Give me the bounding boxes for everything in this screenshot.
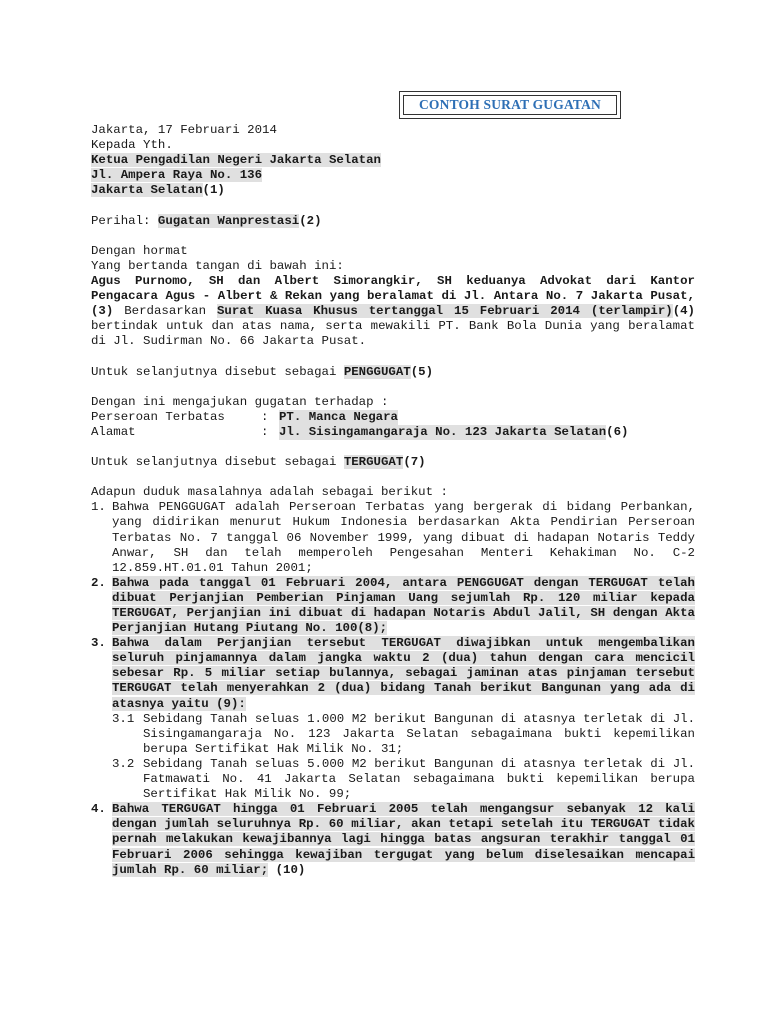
sub-list-item: 3.1 Sebidang Tanah seluas 1.000 M2 berikut Bangunan di atasnya terletak di Jl. Sisingamangaraja No. 123 Jakarta Selatan sebagaimana bukti kepemilikan berupa Sertifikat Hak Milik No. 31; — [112, 711, 695, 756]
defendant-alias-line: Untuk selanjutnya disebut sebagai TERGUGAT(7) — [91, 455, 426, 470]
note-marker: (1) — [202, 183, 225, 198]
undersigned-line: Yang bertanda tangan di bawah ini: — [91, 258, 344, 273]
defendant-intro: Dengan ini mengajukan gugatan terhadap : — [91, 394, 389, 409]
plaintiff-value: PENGGUGAT — [343, 364, 411, 379]
parties-paragraph: Agus Purnomo, SH dan Albert Simorangkir, SH keduanya Advokat dari Kantor Pengacara Agus - Albert & Rekan yang beralamat di Jl. Antara No. 7 Jakarta Pusat,(3) Berdasarkan Surat Kuasa Khusus tertanggal 15 Februari 2014 (terlampir)(4) bertindak untuk dan atas nama, serta mewakili PT. Bank Bola Dunia yang beralamat di Jl. Sudirman No. 66 Jakarta Pusat. — [91, 273, 695, 349]
recipient-line-2: Jl. Ampera Raya No. 136 — [91, 168, 263, 183]
letter-body — [91, 123, 695, 878]
defendant-alias: TERGUGAT — [343, 455, 404, 470]
list-item: 2. Bahwa pada tanggal 01 Februari 2004, antara PENGGUGAT dengan TERGUGAT telah dibuat Perjanjian Pemberian Pinjaman Uang sejumlah Rp. 120 miliar kepada TERGUGAT, Perjanjian ini dibuat di hadapan Notaris Abdul Jalil, SH dengan Akta Perjanjian Hutang Piutang No. 100(8); — [91, 575, 695, 636]
facts-intro: Adapun duduk masalahnya adalah sebagai berikut : — [91, 485, 448, 500]
defendant-address-row: Alamat : Jl. Sisingamangaraja No. 123 Jakarta Selatan (6) — [91, 424, 629, 439]
recipient-line-3: Jakarta Selatan(1) — [91, 183, 225, 198]
defendant-company-row: Perseroan Terbatas : PT. Manca Negara — [91, 409, 398, 424]
salutation: Dengan hormat — [91, 243, 188, 258]
defendant-company: PT. Manca Negara — [279, 409, 398, 424]
subject-line: Perihal: Gugatan Wanprestasi(2) — [91, 213, 322, 228]
defendant-address: Jl. Sisingamangaraja No. 123 Jakarta Selatan — [279, 424, 607, 439]
document-title-box — [399, 91, 621, 119]
list-item: 3. Bahwa dalam Perjanjian tersebut TERGUGAT diwajibkan untuk mengembalikan seluruh pinjamannya dalam jangka waktu 2 (dua) tahun dengan cara mencicil sebesar Rp. 5 miliar setiap bulannya, sebagai jaminan atas pinjaman tersebut TERGUGAT telah menyerahkan 2 (dua) bidang Tanah berikut Bangunan yang ada di atasnya yaitu (9): — [91, 636, 695, 711]
place-date: Jakarta, 17 Februari 2014 — [91, 123, 277, 137]
document-title: CONTOH SURAT GUGATAN — [418, 97, 602, 112]
plaintiff-line: Untuk selanjutnya disebut sebagai PENGGUGAT(5) — [91, 364, 434, 379]
list-item: 4. Bahwa TERGUGAT hingga 01 Februari 2005 telah mengangsur sebanyak 12 kali dengan jumlah seluruhnya Rp. 60 miliar, akan tetapi setelah itu TERGUGAT tidak pernah melakukan kewajibannya lagi hingga batas angsuran terakhir tanggal 01 Februari 2006 sehingga kewajiban tergugat yang belum diselesaikan mencapai jumlah Rp. 60 miliar; (10) — [91, 802, 695, 877]
subject-value: Gugatan Wanprestasi — [157, 213, 300, 228]
power-of-attorney: Surat Kuasa Khusus tertanggal 15 Februari 2014 (terlampir) — [216, 304, 673, 319]
note-marker: (2) — [299, 213, 322, 228]
sub-list-item: 3.2 Sebidang Tanah seluas 5.000 M2 berikut Bangunan di atasnya terletak di Jl. Fatmawati No. 41 Jakarta Selatan sebagaimana bukti kepemilikan berupa Sertifikat Hak Milik No. 99; — [112, 756, 695, 802]
addressee-intro: Kepada Yth. — [91, 138, 173, 153]
list-item: 1. Bahwa PENGGUGAT adalah Perseroan Terbatas yang bergerak di bidang Perbankan, yang didirikan menurut Hukum Indonesia berdasarkan Akta Pendirian Perseroan Terbatas No. 7 tanggal 06 November 1999, yang dibuat di hadapan Notaris Teddy Anwar, SH dan telah memperoleh Pengesahan Menteri Kehakiman No. C-2 12.859.HT.01.01 Tahun 2001; — [91, 500, 695, 575]
recipient-line-1: Ketua Pengadilan Negeri Jakarta Selatan — [91, 153, 381, 168]
